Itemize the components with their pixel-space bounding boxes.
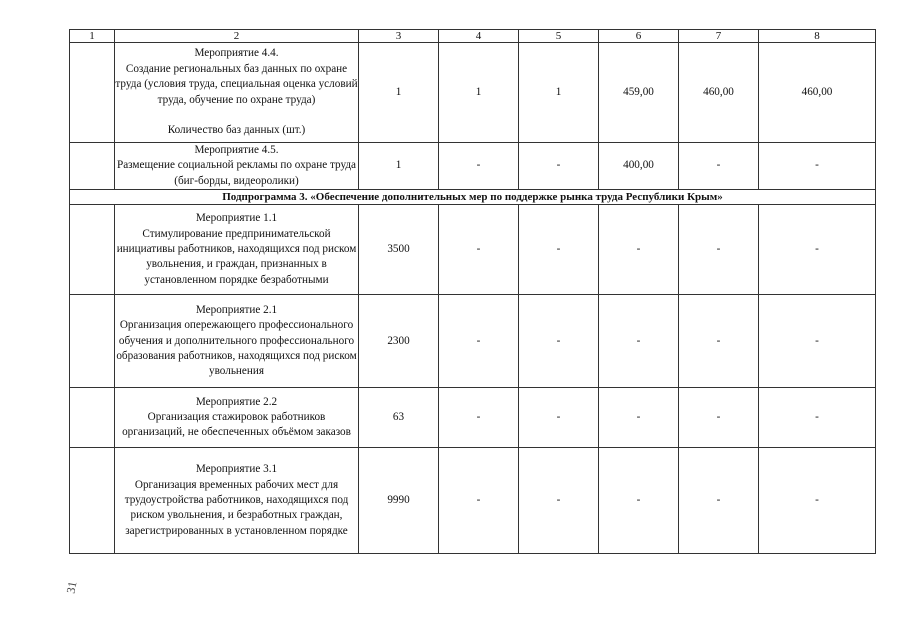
index-cell (70, 143, 115, 190)
table-row (70, 448, 876, 554)
column-header: 3 (359, 30, 439, 43)
value-cell: - (599, 388, 679, 448)
handwritten-page-mark: 31 (63, 580, 80, 595)
value-cell: 459,00 (599, 43, 679, 143)
value-cell: - (519, 143, 599, 190)
index-cell (70, 43, 115, 143)
activity-name: Мероприятие 2.1 Организация опережающего профессионального обучения и дополнительного профессионального образования работников, находящихся под риском увольнения (115, 295, 359, 388)
value-cell: - (679, 448, 759, 554)
table-row (70, 295, 876, 388)
value-cell: 3500 (359, 205, 439, 295)
index-cell (70, 295, 115, 388)
value-cell: - (599, 205, 679, 295)
value-cell: 460,00 (679, 43, 759, 143)
value-cell: - (759, 205, 876, 295)
activity-name: Мероприятие 4.4. Создание региональных баз данных по охране труда (условия труда, специальная оценка условий труда, обучение по охране труда) Количество баз данных (шт.) (115, 43, 359, 143)
value-cell: - (439, 448, 519, 554)
value-cell: 400,00 (599, 143, 679, 190)
activity-name: Мероприятие 2.2 Организация стажировок работников организаций, не обеспеченных объёмом заказов (115, 388, 359, 448)
program-table (69, 29, 876, 554)
value-cell: - (759, 448, 876, 554)
value-cell: - (759, 143, 876, 190)
value-cell: - (679, 388, 759, 448)
value-cell: - (519, 205, 599, 295)
value-cell: 1 (359, 143, 439, 190)
value-cell: - (679, 295, 759, 388)
value-cell: 460,00 (759, 43, 876, 143)
value-cell: - (519, 388, 599, 448)
value-cell: - (439, 143, 519, 190)
value-cell: - (519, 448, 599, 554)
table-row (70, 143, 876, 190)
table-row (70, 43, 876, 143)
column-header: 7 (679, 30, 759, 43)
column-header: 5 (519, 30, 599, 43)
column-header: 4 (439, 30, 519, 43)
value-cell: - (679, 143, 759, 190)
activity-name: Мероприятие 3.1 Организация временных рабочих мест для трудоустройства работников, находящихся под риском увольнения, и безработных граждан, зарегистрированных в установленном порядке (115, 448, 359, 554)
activity-name: Мероприятие 4.5. Размещение социальной рекламы по охране труда (биг-борды, видеоролики) (115, 143, 359, 190)
value-cell: 2300 (359, 295, 439, 388)
activity-name: Мероприятие 1.1 Стимулирование предпринимательской инициативы работников, находящихся под риском увольнения, и граждан, признанных в установленном порядке безработными (115, 205, 359, 295)
column-header: 6 (599, 30, 679, 43)
index-cell (70, 448, 115, 554)
value-cell: 9990 (359, 448, 439, 554)
value-cell: - (759, 388, 876, 448)
table-row (70, 205, 876, 295)
value-cell: - (439, 295, 519, 388)
value-cell: - (439, 205, 519, 295)
table-row (70, 388, 876, 448)
subprogram-title: Подпрограмма 3. «Обеспечение дополнительных мер по поддержке рынка труда Республики Крым» (70, 190, 876, 205)
value-cell: - (519, 295, 599, 388)
column-header: 2 (115, 30, 359, 43)
value-cell: 63 (359, 388, 439, 448)
column-header: 1 (70, 30, 115, 43)
value-cell: - (679, 205, 759, 295)
value-cell: 1 (359, 43, 439, 143)
value-cell: - (759, 295, 876, 388)
value-cell: 1 (439, 43, 519, 143)
column-header: 8 (759, 30, 876, 43)
value-cell: - (599, 448, 679, 554)
value-cell: - (439, 388, 519, 448)
index-cell (70, 388, 115, 448)
value-cell: 1 (519, 43, 599, 143)
index-cell (70, 205, 115, 295)
subprogram-row (70, 190, 876, 205)
header-row (70, 30, 876, 43)
value-cell: - (599, 295, 679, 388)
